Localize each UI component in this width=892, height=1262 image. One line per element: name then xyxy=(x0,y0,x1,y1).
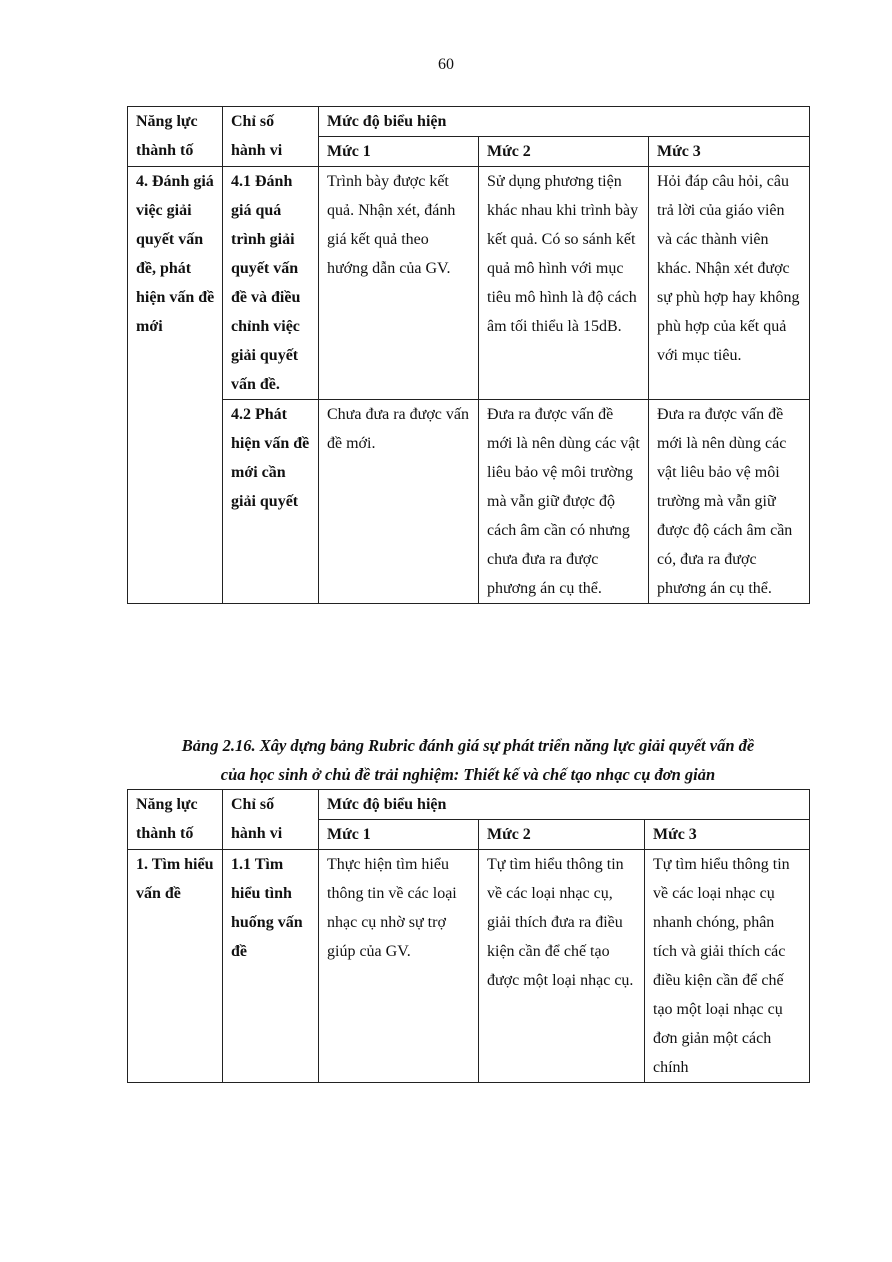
level-1-cell: Trình bày được kết quả. Nhận xét, đánh giá kết quả theo hướng dẫn của GV. xyxy=(319,167,479,400)
header-competency: Năng lực thành tố xyxy=(128,107,223,167)
rubric-table-2 xyxy=(127,789,810,1083)
header-levels-group: Mức độ biểu hiện xyxy=(319,790,810,820)
header-level-3: Mức 3 xyxy=(649,137,810,167)
level-3-cell: Hỏi đáp câu hỏi, câu trả lời của giáo viên và các thành viên khác. Nhận xét được sự phù hợp hay không phù hợp của kết quả với mục tiêu. xyxy=(649,167,810,400)
table-header-row xyxy=(128,790,810,820)
header-indicator: Chỉ số hành vi xyxy=(223,107,319,167)
header-level-1: Mức 1 xyxy=(319,137,479,167)
page-number: 60 xyxy=(438,56,454,73)
header-competency: Năng lực thành tố xyxy=(128,790,223,850)
competency-cell: 4. Đánh giá việc giải quyết vấn đề, phát hiện vấn đề mới xyxy=(128,167,223,604)
table-row xyxy=(128,400,810,604)
competency-cell: 1. Tìm hiểu vấn đề xyxy=(128,850,223,1083)
level-3-cell: Tự tìm hiểu thông tin về các loại nhạc cụ nhanh chóng, phân tích và giải thích các điều kiện cần để chế tạo một loại nhạc cụ đơn giản một cách chính xyxy=(645,850,810,1083)
level-2-cell: Tự tìm hiểu thông tin về các loại nhạc cụ, giải thích đưa ra điều kiện cần để chế tạo được một loại nhạc cụ. xyxy=(479,850,645,1083)
caption-line-1: Bảng 2.16. Xây dựng bảng Rubric đánh giá sự phát triển năng lực giải quyết vấn đề xyxy=(181,736,755,755)
indicator-cell: 4.1 Đánh giá quá trình giải quyết vấn đề và điều chỉnh việc giải quyết vấn đề. xyxy=(223,167,319,400)
level-1-cell: Chưa đưa ra được vấn đề mới. xyxy=(319,400,479,604)
table-caption xyxy=(110,731,826,789)
header-indicator: Chỉ số hành vi xyxy=(223,790,319,850)
level-2-cell: Sử dụng phương tiện khác nhau khi trình bày kết quả. Có so sánh kết quả mô hình với mục tiêu mô hình là độ cách âm tối thiểu là 15dB. xyxy=(479,167,649,400)
level-2-cell: Đưa ra được vấn đề mới là nên dùng các vật liêu bảo vệ môi trường mà vẫn giữ được độ cách âm cần có nhưng chưa đưa ra được phương án cụ thể. xyxy=(479,400,649,604)
rubric-table-1 xyxy=(127,106,810,604)
header-level-1: Mức 1 xyxy=(319,820,479,850)
indicator-cell: 4.2 Phát hiện vấn đề mới cần giải quyết xyxy=(223,400,319,604)
table-header-row xyxy=(128,107,810,137)
header-level-2: Mức 2 xyxy=(479,820,645,850)
header-levels-group: Mức độ biểu hiện xyxy=(319,107,810,137)
header-level-2: Mức 2 xyxy=(479,137,649,167)
level-1-cell: Thực hiện tìm hiểu thông tin về các loại nhạc cụ nhờ sự trợ giúp của GV. xyxy=(319,850,479,1083)
caption-line-2: của học sinh ở chủ đề trải nghiệm: Thiết kế và chế tạo nhạc cụ đơn giản xyxy=(220,765,716,784)
level-3-cell: Đưa ra được vấn đề mới là nên dùng các vật liêu bảo vệ môi trường mà vẫn giữ được độ cách âm cần có, đưa ra được phương án cụ thể. xyxy=(649,400,810,604)
header-level-3: Mức 3 xyxy=(645,820,810,850)
table-row xyxy=(128,167,810,400)
table-row xyxy=(128,850,810,1083)
indicator-cell: 1.1 Tìm hiểu tình huống vấn đề xyxy=(223,850,319,1083)
